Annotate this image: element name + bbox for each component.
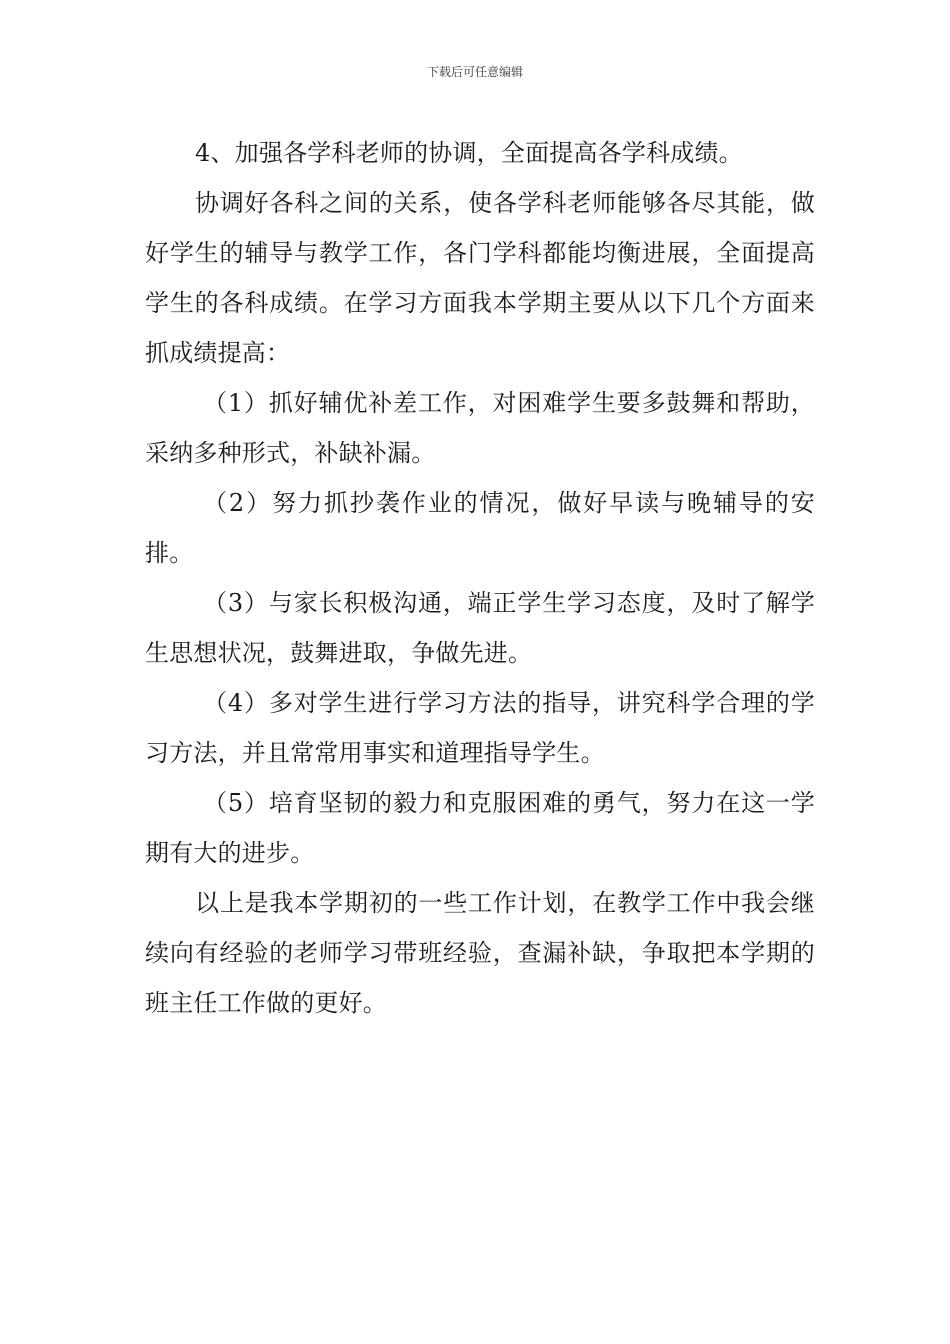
list-item: （3）与家长积极沟通，端正学生学习态度，及时了解学生思想状况，鼓舞进取，争做先进。 <box>145 589 815 667</box>
page-header: 下载后可任意编辑 <box>426 65 523 79</box>
list-item: （1）抓好辅优补差工作，对困难学生要多鼓舞和帮助，采纳多种形式，补缺补漏。 <box>145 389 815 467</box>
paragraph-conclusion: 以上是我本学期初的一些工作计划，在教学工作中我会继续向有经验的老师学习带班经验，查漏补缺，争取把本学期的班主任工作做的更好。 <box>145 889 815 1017</box>
list-item: （5）培育坚韧的毅力和克服困难的勇气，努力在这一学期有大的进步。 <box>145 789 815 867</box>
section-heading: 4、加强各学科老师的协调，全面提高各学科成绩。 <box>195 139 743 167</box>
list-item: （4）多对学生进行学习方法的指导，讲究科学合理的学习方法，并且常常用事实和道理指导学生。 <box>145 689 815 767</box>
document-body <box>145 128 815 1028</box>
paragraph-intro: 协调好各科之间的关系，使各学科老师能够各尽其能，做好学生的辅导与教学工作，各门学科都能均衡进展，全面提高学生的各科成绩。在学习方面我本学期主要从以下几个方面来抓成绩提高： <box>145 189 815 367</box>
list-item: （2）努力抓抄袭作业的情况，做好早读与晚辅导的安排。 <box>145 489 815 567</box>
